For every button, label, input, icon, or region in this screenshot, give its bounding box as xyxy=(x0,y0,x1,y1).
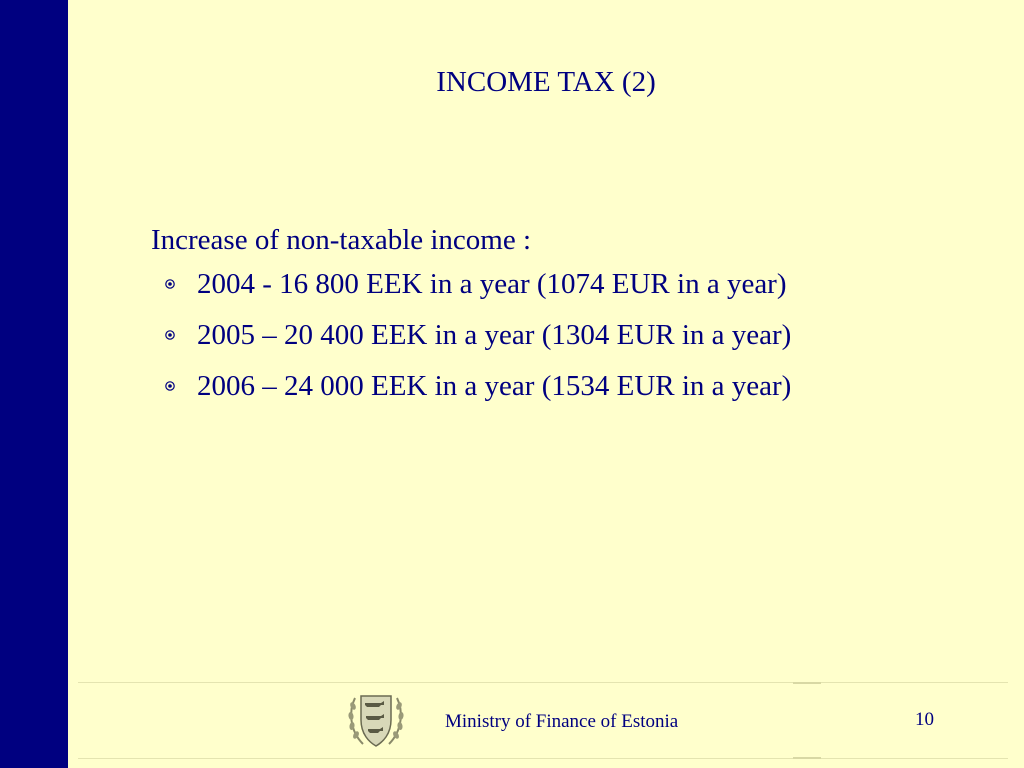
bullet-item xyxy=(151,317,951,353)
slide-title: INCOME TAX (2) xyxy=(436,66,656,98)
estonian-coat-of-arms-icon xyxy=(345,690,407,752)
bullet-list xyxy=(151,266,951,404)
footer-accent-bottom xyxy=(793,757,821,759)
circled-bullet-icon xyxy=(165,381,175,391)
slide-content xyxy=(151,222,951,419)
footer-divider-bottom xyxy=(78,758,1008,759)
intro-text: Increase of non-taxable income : xyxy=(151,224,532,256)
page-number: 10 xyxy=(915,709,934,730)
bullet-text: 2004 - 16 800 EEK in a year (1074 EUR in a year) xyxy=(197,268,787,300)
circled-bullet-icon xyxy=(165,279,175,289)
sidebar-band xyxy=(0,0,68,768)
bullet-item xyxy=(151,266,951,302)
bullet-text: 2006 – 24 000 EEK in a year (1534 EUR in a year) xyxy=(197,370,792,402)
footer-accent-top xyxy=(793,682,821,684)
footer-divider-top xyxy=(78,682,1008,683)
ministry-name: Ministry of Finance of Estonia xyxy=(445,711,679,732)
circled-bullet-icon xyxy=(165,330,175,340)
bullet-item xyxy=(151,368,951,404)
bullet-text: 2005 – 20 400 EEK in a year (1304 EUR in a year) xyxy=(197,319,792,351)
